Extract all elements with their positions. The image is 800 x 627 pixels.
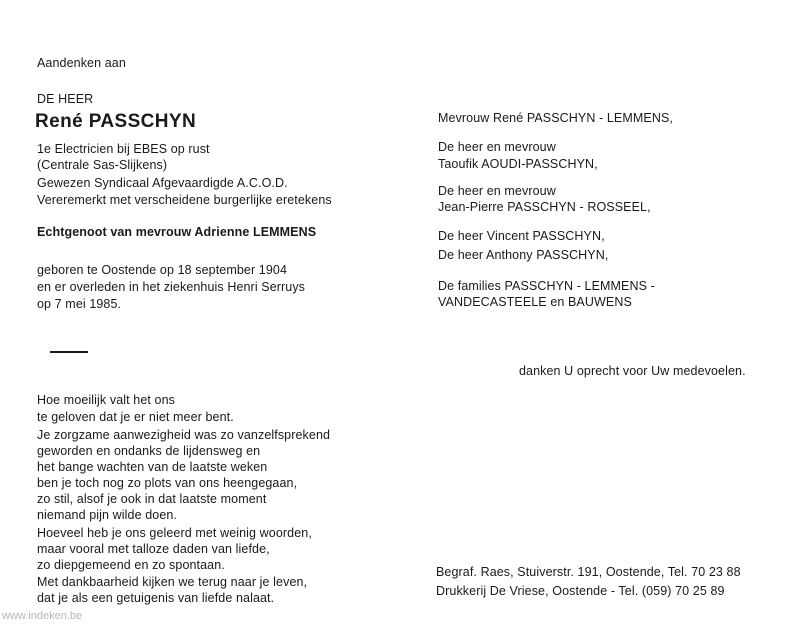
spouse-line: Echtgenoot van mevrouw Adrienne LEMMENS bbox=[37, 225, 317, 239]
poem-line: ben je toch nog zo plots van ons heengegaan, bbox=[37, 476, 298, 490]
poem-line: Met dankbaarheid kijken we terug naar je leven, bbox=[37, 575, 308, 589]
printer-line: Drukkerij De Vriese, Oostende - Tel. (059) 70 25 89 bbox=[436, 584, 725, 598]
family-line: De families PASSCHYN - LEMMENS - bbox=[438, 279, 655, 293]
life-line: op 7 mei 1985. bbox=[37, 297, 122, 311]
separator-rule bbox=[50, 351, 88, 353]
poem-line: zo diepgemeend en zo spontaan. bbox=[37, 558, 225, 572]
poem-line: Hoeveel heb je ons geleerd met weinig woorden, bbox=[37, 526, 312, 540]
remembrance-label: Aandenken aan bbox=[37, 56, 126, 70]
watermark: www.indeken.be bbox=[2, 610, 83, 622]
poem-line: dat je als een getuigenis van liefde nalaat. bbox=[37, 591, 275, 605]
poem-line: Hoe moeilijk valt het ons bbox=[37, 393, 175, 407]
deceased-name: René PASSCHYN bbox=[35, 111, 197, 132]
family-line: De heer en mevrouw bbox=[438, 140, 556, 154]
poem-line: het bange wachten van de laatste weken bbox=[37, 460, 268, 474]
poem-line: zo stil, alsof je ook in dat laatste moment bbox=[37, 492, 267, 506]
detail-line: Gewezen Syndicaal Afgevaardigde A.C.O.D. bbox=[37, 176, 288, 190]
poem-line: Je zorgzame aanwezigheid was zo vanzelfsprekend bbox=[37, 428, 331, 442]
family-line: De heer Anthony PASSCHYN, bbox=[438, 248, 609, 262]
family-line: Mevrouw René PASSCHYN - LEMMENS, bbox=[438, 111, 673, 125]
poem-line: te geloven dat je er niet meer bent. bbox=[37, 410, 234, 424]
life-line: en er overleden in het ziekenhuis Henri Serruys bbox=[37, 280, 306, 294]
title-prefix: DE HEER bbox=[37, 92, 94, 106]
family-line: De heer Vincent PASSCHYN, bbox=[438, 229, 605, 243]
life-line: geboren te Oostende op 18 september 1904 bbox=[37, 263, 288, 277]
detail-line: (Centrale Sas-Slijkens) bbox=[37, 158, 168, 172]
poem-line: maar vooral met talloze daden van liefde, bbox=[37, 542, 270, 556]
family-line: De heer en mevrouw bbox=[438, 184, 556, 198]
thanks-line: danken U oprecht voor Uw medevoelen. bbox=[519, 364, 746, 378]
poem-line: niemand pijn wilde doen. bbox=[37, 508, 177, 522]
family-line: Jean-Pierre PASSCHYN - ROSSEEL, bbox=[438, 200, 651, 214]
detail-line: Vereremerkt met verscheidene burgerlijke eretekens bbox=[37, 193, 332, 207]
detail-line: 1e Electricien bij EBES op rust bbox=[37, 142, 210, 156]
poem-line: geworden en ondanks de lijdensweg en bbox=[37, 444, 261, 458]
family-line: VANDECASTEELE en BAUWENS bbox=[438, 295, 632, 309]
family-line: Taoufik AOUDI-PASSCHYN, bbox=[438, 157, 598, 171]
printer-line: Begraf. Raes, Stuiverstr. 191, Oostende, Tel. 70 23 88 bbox=[436, 565, 741, 579]
